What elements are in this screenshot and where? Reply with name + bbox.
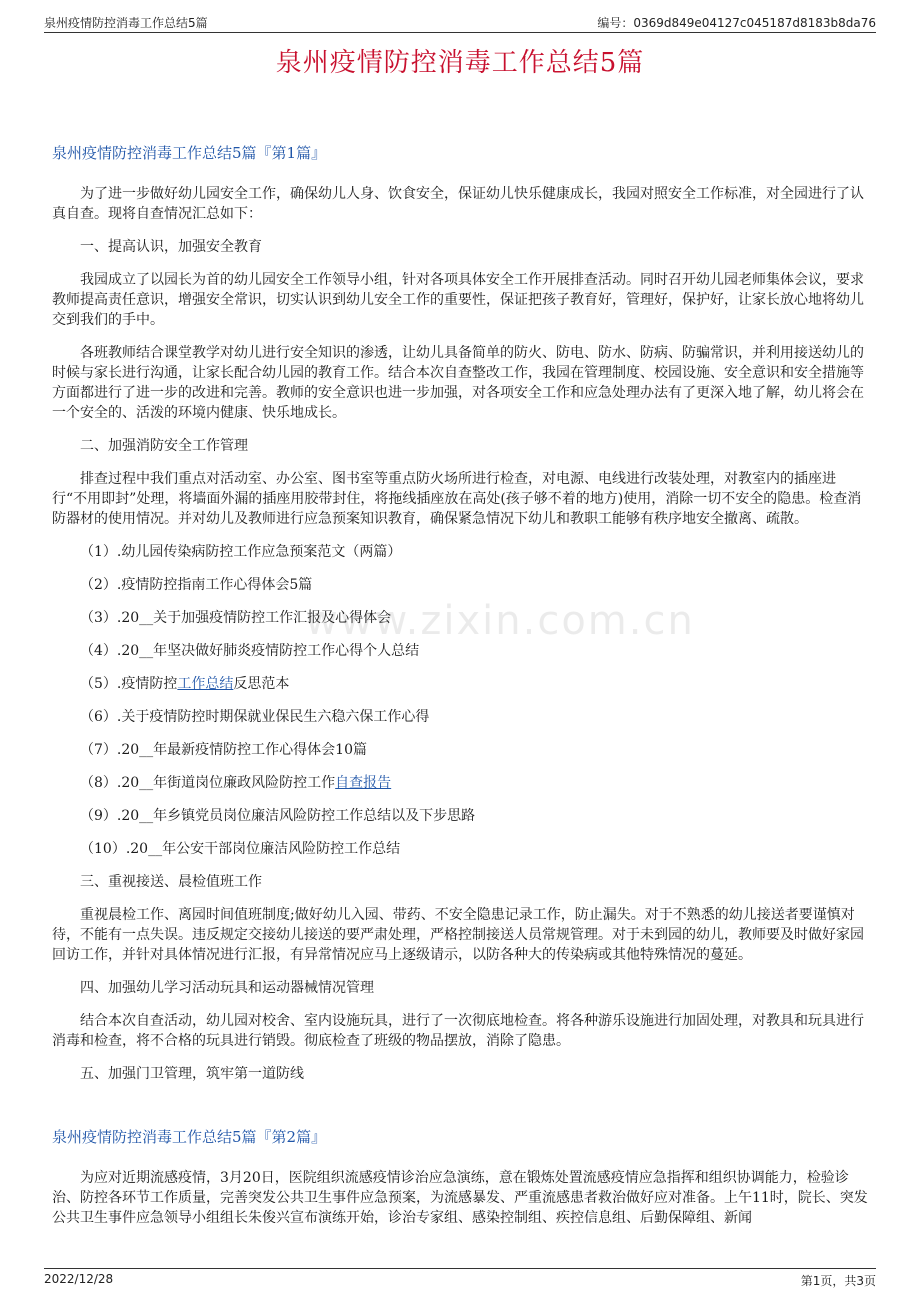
link-self-check-report[interactable]: 自查报告 xyxy=(335,775,392,791)
document-title: 泉州疫情防控消毒工作总结5篇 xyxy=(275,48,645,78)
related-item-3: （3）.20__关于加强疫情防控工作汇报及心得体会 xyxy=(80,610,392,626)
related-item-2: （2）.疫情防控指南工作心得体会5篇 xyxy=(80,577,313,593)
related-item-4: （4）.20__年坚决做好肺炎疫情防控工作心得个人总结 xyxy=(80,643,420,659)
watermark: www.zixin.com.cn xyxy=(305,598,695,644)
paragraph-5: 结合本次自查活动，幼儿园对校舍、室内设施玩具，进行了一次彻底地检查。将各种游乐设施进行加固处理，对教具和玩具进行消毒和检查，将不合格的玩具进行销毁。彻底检查了班级的物品摆放，消除了隐患。 xyxy=(52,1013,864,1049)
footer-page-number: 第1页，共3页 xyxy=(800,1274,876,1288)
subheading-4: 四、加强幼儿学习活动玩具和运动器械情况管理 xyxy=(80,980,374,996)
section-2-heading: 泉州疫情防控消毒工作总结5篇『第2篇』 xyxy=(52,1128,327,1146)
paragraph-1: 我园成立了以园长为首的幼儿园安全工作领导小组，针对各项具体安全工作开展排查活动。同时召开幼儿园老师集体会议，要求教师提高责任意识，增强安全常识，切实认识到幼儿安全工作的重要性，保证把孩子教育好，管理好，保护好，让家长放心地将幼儿交到我们的手中。 xyxy=(52,272,864,328)
related-item-1: （1）.幼儿园传染病防控工作应急预案范文（两篇） xyxy=(80,544,402,560)
related-item-8 xyxy=(52,773,870,793)
page-header xyxy=(44,12,876,33)
link-work-summary[interactable]: 工作总结 xyxy=(177,676,234,692)
subheading-1: 一、提高认识，加强安全教育 xyxy=(80,239,262,255)
subheading-5: 五、加强门卫管理，筑牢第一道防线 xyxy=(80,1066,304,1082)
subheading-3: 三、重视接送、晨检值班工作 xyxy=(80,874,262,890)
header-doc-id: 编号：0369d849e04127c045187d8183b8da76 xyxy=(597,16,876,30)
paragraph-2: 各班教师结合课堂教学对幼儿进行安全知识的渗透，让幼儿具备简单的防火、防电、防水、防病、防骗常识，并利用接送幼儿的时候与家长进行沟通，让家长配合幼儿园的教育工作。结合本次自查整改工作，我园在管理制度、校园设施、安全意识和安全措施等方面都进行了进一步的改进和完善。教师的安全意识也进一步加强，对各项安全工作和应急处理办法有了更深入地了解，幼儿将会在一个安全的、活泼的环境内健康、快乐地成长。 xyxy=(52,345,864,421)
section-1-intro: 为了进一步做好幼儿园安全工作，确保幼儿人身、饮食安全，保证幼儿快乐健康成长，我园对照安全工作标准，对全园进行了认真自查。现将自查情况汇总如下： xyxy=(52,186,864,222)
related-item-8-prefix: （8）.20__年街道岗位廉政风险防控工作 xyxy=(80,775,336,791)
section-1-heading: 泉州疫情防控消毒工作总结5篇『第1篇』 xyxy=(52,144,327,162)
related-item-6: （6）.关于疫情防控时期保就业保民生六稳六保工作心得 xyxy=(80,709,430,725)
related-item-5-prefix: （5）.疫情防控 xyxy=(80,676,178,692)
page-footer xyxy=(44,1268,876,1287)
related-item-10: （10）.20__年公安干部岗位廉洁风险防控工作总结 xyxy=(80,841,401,857)
header-doc-name: 泉州疫情防控消毒工作总结5篇 xyxy=(44,16,208,30)
related-item-9: （9）.20__年乡镇党员岗位廉洁风险防控工作总结以及下步思路 xyxy=(80,808,476,824)
paragraph-3: 排查过程中我们重点对活动室、办公室、图书室等重点防火场所进行检查，对电源、电线进行改装处理，对教室内的插座进行“不用即封”处理，将墙面外漏的插座用胶带封住，将拖线插座放在高处(孩子够不着的地方)使用，消除一切不安全的隐患。检查消防器材的使用情况。并对幼儿及教师进行应急预案知识教育，确保紧急情况下幼儿和教职工能够有秩序地安全撤离、疏散。 xyxy=(52,471,862,527)
related-item-5-suffix: 反思范本 xyxy=(233,676,290,692)
footer-date: 2022/12/28 xyxy=(44,1272,114,1286)
paragraph-4: 重视晨检工作、离园时间值班制度;做好幼儿入园、带药、不安全隐患记录工作，防止漏失。对于不熟悉的幼儿接送者要谨慎对待，不能有一点失误。违反规定交接幼儿接送的要严肃处理，严格控制接送人员常规管理。对于未到园的幼儿，教师要及时做好家园回访工作，并针对具体情况进行汇报，有异常情况应马上逐级请示，以防各种大的传染病或其他特殊情况的蔓延。 xyxy=(52,907,864,963)
section-2-paragraph-1: 为应对近期流感疫情，3月20日，医院组织流感疫情诊治应急演练，意在锻炼处置流感疫情应急指挥和组织协调能力，检验诊治、防控各环节工作质量，完善突发公共卫生事件应急预案，为流感暴发、严重流感患者救治做好应对准备。上午11时，院长、突发公共卫生事件应急领导小组组长朱俊兴宣布演练开始，诊治专家组、感染控制组、疾控信息组、后勤保障组、新闻 xyxy=(52,1170,868,1226)
related-item-7: （7）.20__年最新疫情防控工作心得体会10篇 xyxy=(80,742,367,758)
related-item-5 xyxy=(52,674,870,694)
document-body xyxy=(52,142,870,1241)
subheading-2: 二、加强消防安全工作管理 xyxy=(80,438,248,454)
